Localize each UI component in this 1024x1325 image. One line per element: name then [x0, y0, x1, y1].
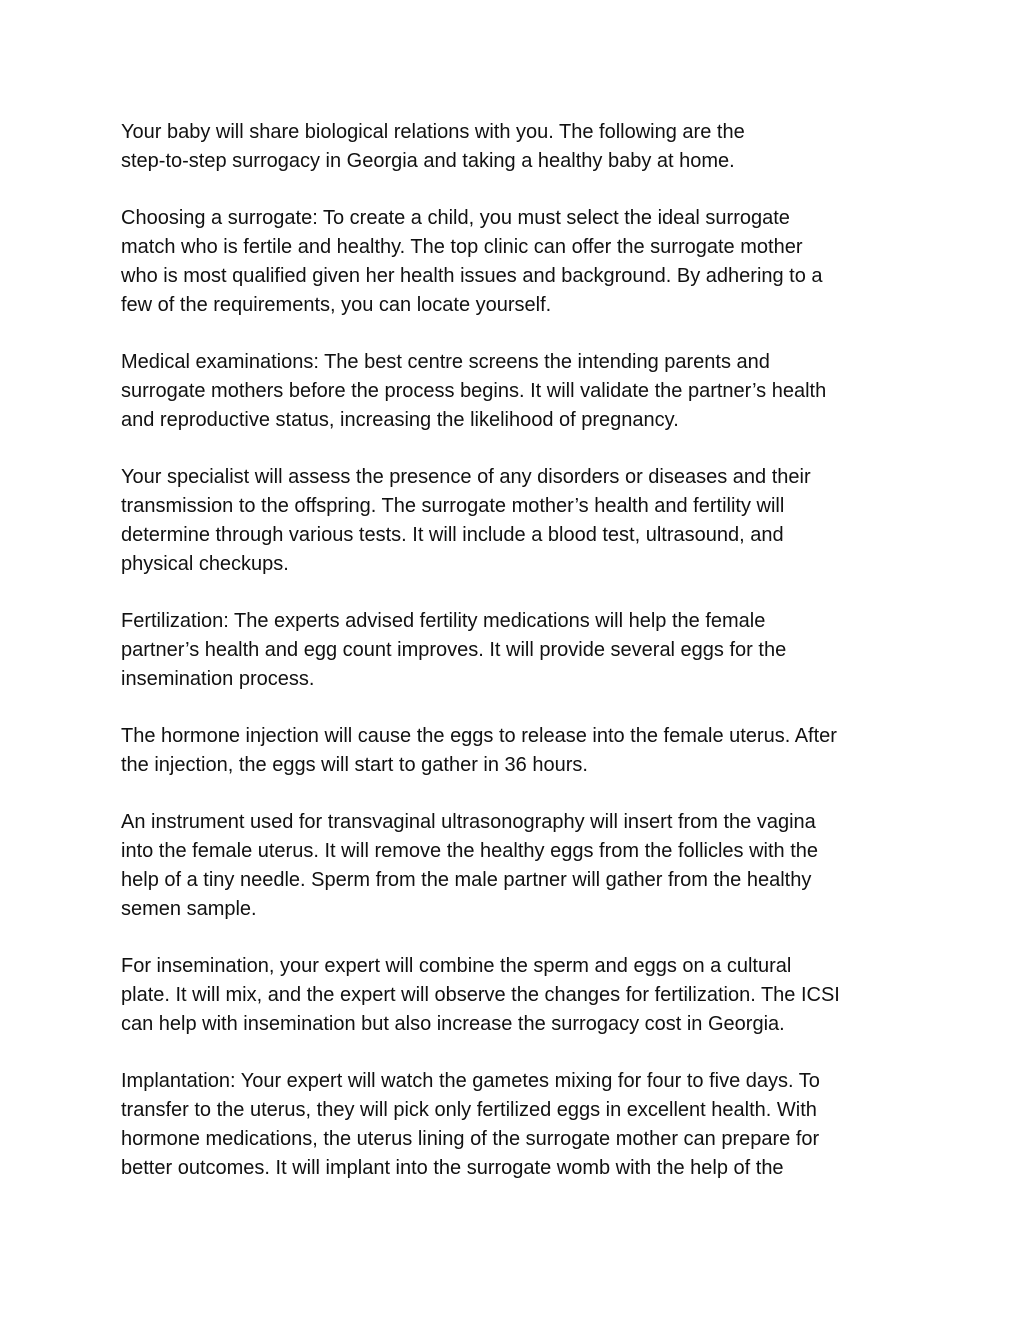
text-line: hormone medications, the uterus lining of the surrogate mother can prepare for: [121, 1128, 820, 1150]
paragraph-insemination: [121, 952, 921, 1039]
text-line: Medical examinations: The best centre screens the intending parents and: [121, 351, 770, 373]
text-line: Fertilization: The experts advised fertility medications will help the female: [121, 610, 766, 632]
text-line: few of the requirements, you can locate yourself.: [121, 294, 552, 316]
text-line: Choosing a surrogate: To create a child, you must select the ideal surrogate: [121, 207, 790, 229]
text-line: insemination process.: [121, 668, 315, 690]
text-line: An instrument used for transvaginal ultrasonography will insert from the vagina: [121, 811, 816, 833]
text-line: the injection, the eggs will start to gather in 36 hours.: [121, 754, 588, 776]
paragraph-medical-examinations: [121, 348, 921, 435]
text-line: and reproductive status, increasing the likelihood of pregnancy.: [121, 409, 679, 431]
text-line: partner’s health and egg count improves. It will provide several eggs for the: [121, 639, 787, 661]
paragraph-choosing-surrogate: [121, 204, 921, 320]
paragraph-implantation: [121, 1067, 921, 1183]
text-line: match who is fertile and healthy. The top clinic can offer the surrogate mother: [121, 236, 803, 258]
text-line: Your specialist will assess the presence of any disorders or diseases and their: [121, 466, 811, 488]
text-line: semen sample.: [121, 898, 257, 920]
text-line: The hormone injection will cause the eggs to release into the female uterus. After: [121, 725, 837, 747]
text-line: determine through various tests. It will include a blood test, ultrasound, and: [121, 524, 784, 546]
paragraph-egg-retrieval: [121, 808, 921, 924]
text-line: transmission to the offspring. The surrogate mother’s health and fertility will: [121, 495, 785, 517]
text-line: into the female uterus. It will remove the healthy eggs from the follicles with the: [121, 840, 819, 862]
text-line: Your baby will share biological relations with you. The following are the: [121, 121, 745, 143]
text-line: physical checkups.: [121, 553, 289, 575]
text-line: surrogate mothers before the process begins. It will validate the partner’s health: [121, 380, 827, 402]
paragraph-specialist-assessment: [121, 463, 921, 579]
paragraph-hormone-injection: [121, 722, 921, 780]
text-line: Implantation: Your expert will watch the gametes mixing for four to five days. To: [121, 1070, 820, 1092]
document-body: [121, 118, 921, 1211]
paragraph-intro: [121, 118, 921, 176]
text-line: can help with insemination but also increase the surrogacy cost in Georgia.: [121, 1013, 785, 1035]
paragraph-fertilization: [121, 607, 921, 694]
text-line: better outcomes. It will implant into the surrogate womb with the help of the: [121, 1157, 784, 1179]
text-line: For insemination, your expert will combine the sperm and eggs on a cultural: [121, 955, 792, 977]
text-line: who is most qualified given her health issues and background. By adhering to a: [121, 265, 823, 287]
text-line: step-to-step surrogacy in Georgia and taking a healthy baby at home.: [121, 150, 735, 172]
text-line: help of a tiny needle. Sperm from the male partner will gather from the healthy: [121, 869, 812, 891]
text-line: transfer to the uterus, they will pick only fertilized eggs in excellent health. With: [121, 1099, 817, 1121]
text-line: plate. It will mix, and the expert will observe the changes for fertilization. The ICSI: [121, 984, 840, 1006]
